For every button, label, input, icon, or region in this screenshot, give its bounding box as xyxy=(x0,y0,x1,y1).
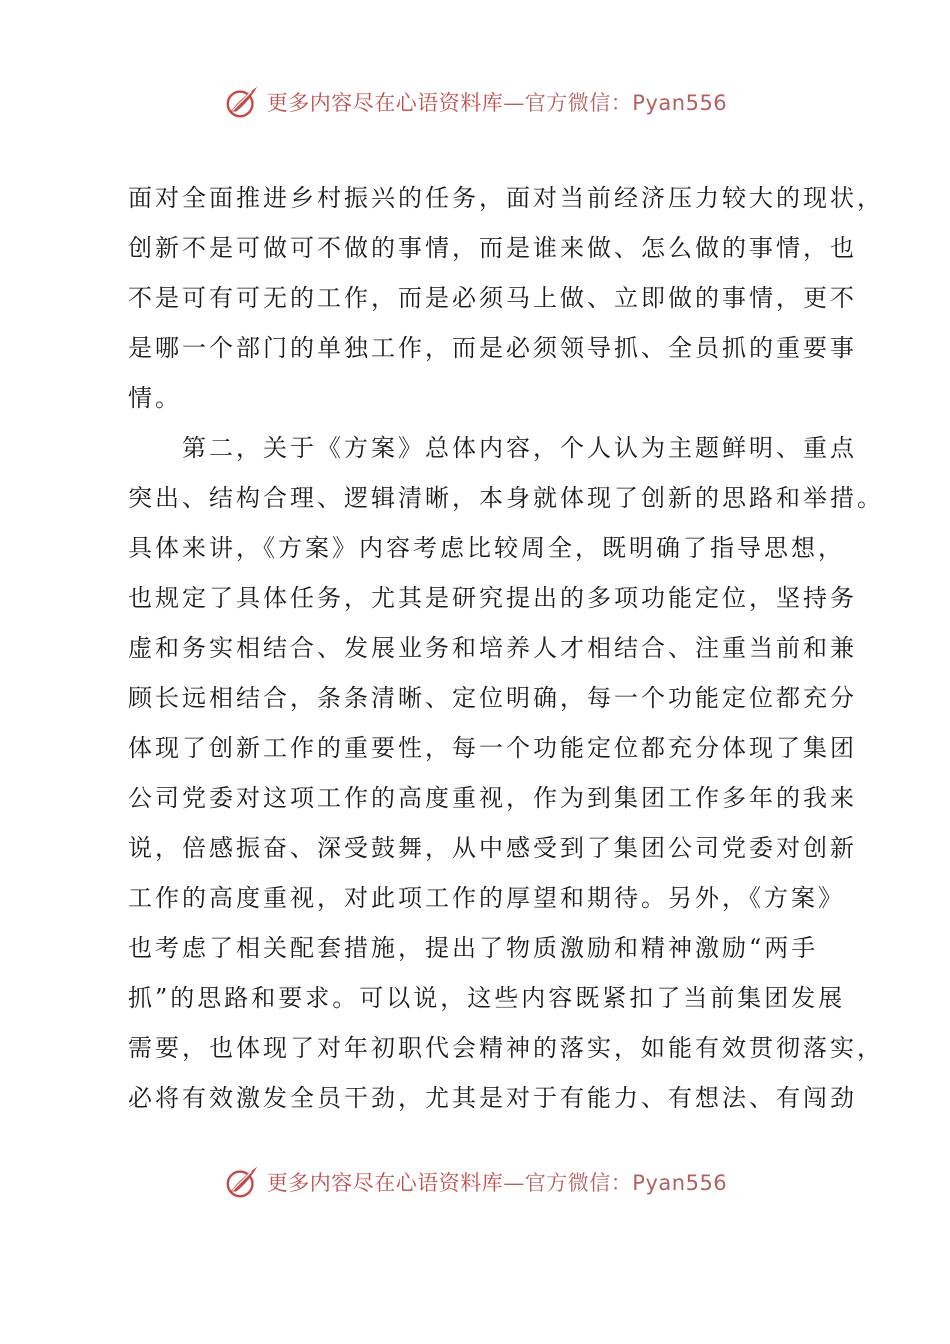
body-line: 工作的高度重视，对此项工作的厚望和期待。另外，《方案》 xyxy=(128,884,845,912)
header-banner-main: 更多内容尽在心语资料库 xyxy=(266,91,504,115)
body-line: 公司党委对这项工作的高度重视，作为到集团工作多年的我来 xyxy=(128,784,857,812)
body-line: 虚和务实相结合、发展业务和培养人才相结合、注重当前和兼 xyxy=(128,634,857,662)
footer-banner-main: 更多内容尽在心语资料库 xyxy=(266,1171,504,1195)
body-line: 也考虑了相关配套措施，提出了物质激励和精神激励“两手 xyxy=(128,934,819,962)
body-line: 面对全面推进乡村振兴的任务，面对当前经济压力较大的现状， xyxy=(128,184,884,212)
body-line: 需要，也体现了对年初职代会精神的落实，如能有效贯彻落实， xyxy=(128,1034,884,1062)
body-line: 抓”的思路和要求。可以说，这些内容既紧扣了当前集团发展 xyxy=(128,984,846,1012)
footer-banner xyxy=(0,1162,950,1202)
body-line: 顾长远相结合，条条清晰、定位明确，每一个功能定位都充分 xyxy=(128,684,857,712)
body-line: 创新不是可做可不做的事情，而是谁来做、怎么做的事情，也 xyxy=(128,234,857,262)
header-banner-sep: — xyxy=(503,91,525,115)
body-line: 第二，关于《方案》总体内容，个人认为主题鲜明、重点 xyxy=(128,434,857,462)
body-line: 情。 xyxy=(128,384,182,412)
quill-logo-icon xyxy=(223,1163,261,1201)
document-body xyxy=(128,173,884,1123)
body-line: 也规定了具体任务，尤其是研究提出的多项功能定位，坚持务 xyxy=(128,584,857,612)
body-line: 不是可有可无的工作，而是必须马上做、立即做的事情，更不 xyxy=(128,284,857,312)
body-line: 突出、结构合理、逻辑清晰，本身就体现了创新的思路和举措。 xyxy=(128,484,884,512)
footer-banner-sep: — xyxy=(503,1171,525,1195)
body-line: 说，倍感振奋、深受鼓舞，从中感受到了集团公司党委对创新 xyxy=(128,834,857,862)
header-banner-contact: 官方微信：Pyan556 xyxy=(524,91,728,115)
header-banner xyxy=(0,82,950,122)
body-line: 必将有效激发全员干劲，尤其是对于有能力、有想法、有闯劲 xyxy=(128,1084,857,1112)
header-banner-text xyxy=(267,87,727,117)
body-line: 是哪一个部门的单独工作，而是必须领导抓、全员抓的重要事 xyxy=(128,334,857,362)
footer-banner-text xyxy=(267,1167,727,1197)
body-line: 具体来讲，《方案》内容考虑比较周全，既明确了指导思想， xyxy=(128,534,845,562)
footer-banner-contact: 官方微信：Pyan556 xyxy=(524,1171,728,1195)
quill-logo-icon xyxy=(223,83,261,121)
body-line: 体现了创新工作的重要性，每一个功能定位都充分体现了集团 xyxy=(128,734,857,762)
